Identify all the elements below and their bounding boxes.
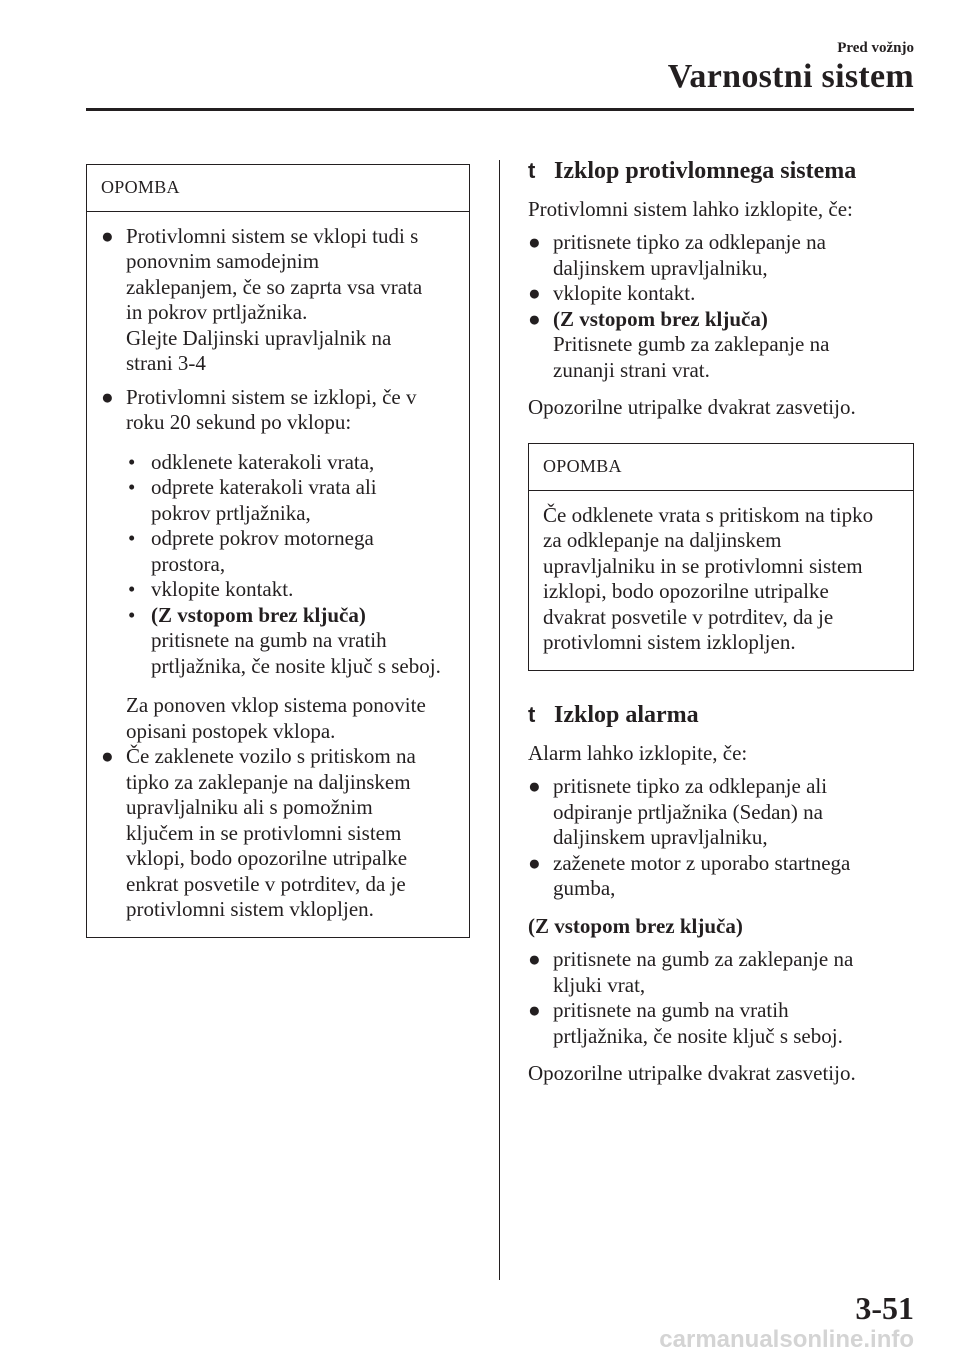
watermark: carmanualsonline.info [659, 1326, 914, 1353]
section-title: t Izklop alarma [528, 702, 699, 728]
page-number: 3-51 [855, 1290, 914, 1326]
column-divider [499, 160, 500, 1280]
bullet-icon: ● [528, 230, 541, 254]
note-body [87, 212, 469, 937]
note-bullet: ● Če zaklenete vozilo s pritiskom na tipko za zaklepanje na daljinskem upravljalniku ali s pomožnim ključem in se protivlomni sistem vklopi, bodo opozorilne utripalke enkrat posvetile v potrditev, da je protivlomni sistem vklopljen. [101, 744, 416, 921]
note-box-right [528, 443, 914, 671]
header-rule [86, 108, 914, 111]
note-box-left [86, 164, 470, 938]
note-heading: OPOMBA [529, 444, 913, 491]
outro-text: Opozorilne utripalke dvakrat zasvetijo. [528, 1061, 856, 1085]
list-item: ● pritisnete na gumb za zaklepanje na kljuki vrat, [528, 947, 854, 997]
list-item: ● zaženete motor z uporabo startnega gumba, [528, 850, 851, 900]
bullet-icon: ● [528, 774, 541, 798]
section-disarm-alarm [528, 702, 914, 1087]
note-bullet: ● Protivlomni sistem se izklopi, če v roku 20 sekund po vklopu: • odklenete katerakoli vrata, • odprete katerakoli vrata ali pokrov prtljažnika, • odprete pokrov motornega prostora, • vklopite kontakt. • (Z vstopom brez ključa) pritisnete na gumb na vratih prtljažnika, če nosite ključ s seboj. Za ponoven vklop sistema ponovite opisani postopek vklopa. [101, 385, 455, 745]
note-body: Če odklenete vrata s pritiskom na tipko za odklepanje na daljinskem upravljalniku in se protivlomni sistem izklopi, bodo opozorilne utripalke dvakrat posvetile v potrditev, da je protivlomni sistem izklopljen. [543, 502, 874, 654]
bullet-icon: ● [528, 306, 541, 331]
sub-bullet: • odklenete katerakoli vrata, [128, 449, 375, 474]
bullet-icon: • [128, 475, 136, 499]
sub-bullet: • (Z vstopom brez ključa) pritisnete na gumb na vratih prtljažnika, če nosite ključ s seboj. [128, 602, 441, 678]
bullet-icon: • [128, 577, 136, 601]
bullet-list [528, 230, 914, 383]
bullet-icon: ● [101, 384, 114, 409]
bullet-list [528, 774, 914, 902]
bullet-list [528, 947, 914, 1049]
bullet-icon: ● [528, 947, 541, 971]
bullet-icon: ● [101, 744, 114, 768]
page-title: Varnostni sistem [667, 58, 914, 95]
bullet-icon: ● [528, 281, 541, 305]
sub-list [126, 450, 455, 680]
note-bullet: ● Protivlomni sistem se vklopi tudi s ponovnim samodejnim zaklepanjem, če so zaprta vsa vrata in pokrov prtljažnika. Glejte Daljinski upravljalnik na strani 3-4 [101, 223, 423, 375]
note-heading: OPOMBA [87, 165, 469, 212]
list-item: ● pritisnete na gumb na vratih prtljažnika, če nosite ključ s seboj. [528, 998, 843, 1048]
chapter-label: Pred vožnjo [837, 40, 914, 56]
section-title: t Izklop protivlomnega sistema [528, 158, 857, 184]
outro-text: Opozorilne utripalke dvakrat zasvetijo. [528, 395, 856, 419]
list-item: ● pritisnete tipko za odklepanje na daljinskem upravljalniku, [528, 230, 826, 280]
list-item: ● pritisnete tipko za odklepanje ali odpiranje prtljažnika (Sedan) na daljinskem upravljalniku, [528, 774, 828, 849]
bullet-icon: ● [528, 850, 541, 875]
sub-bullet: • vklopite kontakt. [128, 577, 294, 601]
section-disarm-theft [528, 158, 914, 421]
sub-bullet: • odprete katerakoli vrata ali pokrov prtljažnika, [128, 475, 377, 525]
sub-bullet: • odprete pokrov motornega prostora, [128, 526, 374, 576]
intro-text: Alarm lahko izklopite, če: [528, 740, 748, 765]
bullet-icon: • [128, 526, 136, 550]
repeat-note: Za ponoven vklop sistema ponovite opisani postopek vklopa. [126, 693, 426, 743]
bullet-icon: • [128, 449, 136, 474]
list-item: ● vklopite kontakt. [528, 281, 696, 305]
intro-text: Protivlomni sistem lahko izklopite, če: [528, 196, 853, 221]
bullet-icon: ● [101, 223, 114, 248]
list-item: ● (Z vstopom brez ključa) Pritisnete gumb za zaklepanje na zunanji strani vrat. [528, 306, 830, 382]
bullet-icon: ● [528, 998, 541, 1022]
section-marker-icon: t [528, 158, 536, 183]
section-marker-icon: t [528, 702, 536, 727]
bullet-icon: • [128, 602, 136, 627]
keyless-heading: (Z vstopom brez ključa) [528, 913, 743, 938]
